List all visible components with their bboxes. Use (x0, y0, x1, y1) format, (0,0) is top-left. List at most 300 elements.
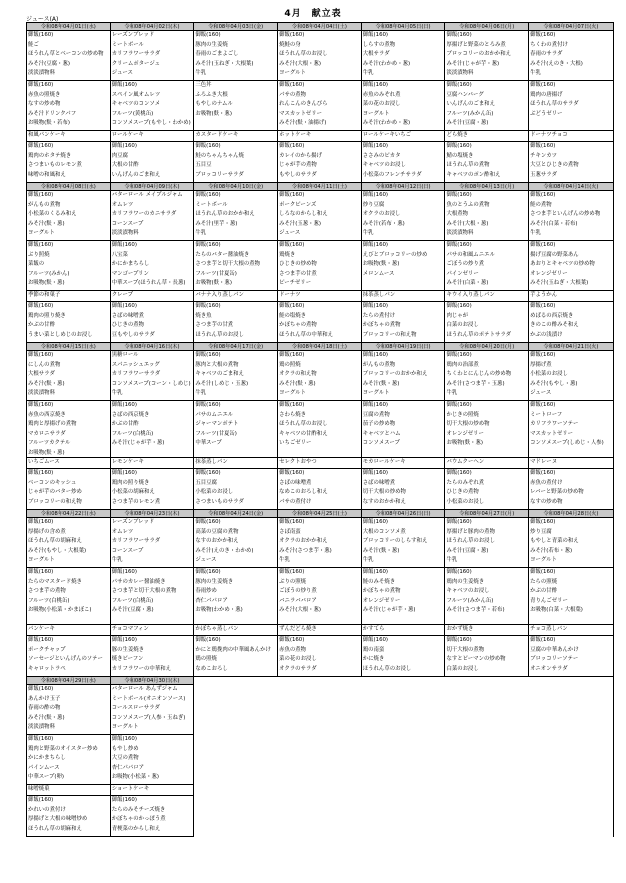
meal-row (27, 31, 613, 81)
date-header: 令和08年04月30日(木) (111, 677, 195, 685)
meal-cell (111, 625, 195, 636)
dish-line: 赤魚の煮付け (530, 479, 563, 486)
dish-line: みそ汁(しめじ・玉葱) (195, 380, 249, 387)
date-header: 令和08年04月17日(金) (194, 343, 278, 351)
dish-line: ほうれん草の煮物 (446, 162, 490, 168)
dish-line: かじきの照焼 (446, 411, 479, 418)
meal-row (27, 191, 613, 241)
meal-row (27, 685, 613, 735)
meal-cell (445, 636, 529, 677)
dish-line: ひじきの炒め物 (279, 261, 317, 267)
dish-line: 青りんごゼリー (530, 597, 568, 604)
meal-cell (529, 469, 613, 510)
meal-cell (362, 568, 446, 625)
dish-line: オレンジゼリー (530, 270, 568, 277)
dish-line: モカロールケーキ (362, 459, 406, 465)
dish-line: 御飯(160) (362, 352, 389, 358)
meal-cell (529, 31, 613, 81)
meal-cell (194, 302, 278, 343)
dish-line: さつま芋のレモン煮 (111, 498, 161, 505)
dish-line: 淡淡漬物料 (446, 230, 474, 236)
meal-cell (445, 469, 529, 510)
empty-cell (529, 685, 613, 735)
dish-line: レーズンブレッド (111, 519, 155, 525)
menu-table (26, 22, 614, 837)
empty-cell (529, 796, 613, 837)
dish-line: マドレーヌ (530, 459, 558, 465)
dish-line: さばの味噌煮 (111, 312, 145, 319)
meal-cell (278, 518, 362, 568)
dish-line: さつま芋と切干大根の煮物 (111, 588, 177, 594)
dish-line: 牛乳 (195, 70, 207, 76)
dish-line: キャベツのお浸し (446, 588, 490, 594)
dish-line: みそ汁(えのき・わかめ) (195, 547, 254, 554)
meal-cell (278, 351, 362, 401)
dish-line: みそ汁(玉ねぎ・大根葉) (195, 60, 254, 67)
dish-line: 牛乳 (446, 557, 458, 563)
dish-line: 鶏肉の唐揚げ (530, 91, 563, 98)
empty-cell (445, 677, 529, 685)
dish-line: なすのおかか和え (362, 498, 406, 505)
date-header: 令和08年04月13日(月) (445, 183, 529, 191)
dish-line: 御飯(160) (362, 192, 389, 198)
dish-line: 御飯(160) (28, 637, 54, 643)
meal-cell (27, 142, 111, 183)
dish-line: 赤魚の西京焼き (28, 411, 66, 418)
dish-line: 御飯(160) (530, 470, 556, 476)
meal-cell (111, 81, 195, 131)
dish-line: なすとピーマンの炒め物 (446, 656, 506, 662)
dish-line: 季節の和菓子 (28, 292, 61, 298)
meal-cell (27, 735, 111, 785)
empty-cell (194, 685, 278, 735)
empty-cell (529, 735, 613, 785)
dish-line: ロールケーキ (111, 132, 144, 138)
dish-line: 赤魚の照焼き (28, 91, 61, 98)
dish-line: オクラのお浸し (362, 211, 401, 217)
dish-line: 鮭のみそ焼き (362, 578, 396, 585)
dish-line: さつま芋の煮物 (28, 588, 66, 594)
dish-line: 御飯(160) (446, 569, 472, 575)
dish-line: 厚揚げと豚肉の煮物 (446, 528, 495, 535)
meal-cell (529, 241, 613, 291)
dish-line: じゃが芋のバター炒め (28, 489, 82, 495)
dish-line: パンケーキ (28, 626, 55, 632)
dish-line: 鶏肉の照り焼き (111, 479, 150, 486)
meal-cell (111, 735, 195, 785)
meal-cell (362, 31, 446, 81)
dish-line: 御飯(160) (446, 352, 472, 358)
dish-line: 芋ようかん (530, 292, 558, 298)
dish-line: ヨーグルト (362, 110, 390, 117)
meal-cell (445, 458, 529, 469)
dish-line: 鮭ご (28, 41, 39, 48)
dish-line: 春雨のサラダ (530, 51, 563, 57)
dish-line: なめこおろし (195, 665, 228, 672)
dish-line: ポークビーンズ (279, 201, 317, 208)
meal-cell (111, 142, 195, 183)
dish-line: いんげんのごま和え (446, 101, 495, 107)
dish-line: 肉豆腐 (111, 152, 128, 159)
empty-cell (445, 685, 529, 735)
page-title: 4月 献立表 (284, 9, 342, 19)
empty-cell (278, 796, 362, 837)
meal-cell (278, 302, 362, 343)
dish-line: キャベツとハム (362, 430, 401, 437)
dish-line: スペイン風オムレツ (111, 91, 161, 98)
dish-line: たらの煮付け (362, 312, 396, 319)
dish-line: 切干大根の煮物 (446, 646, 485, 653)
dish-line: 大根サラダ (28, 371, 55, 377)
dish-line: 御飯(160) (28, 242, 54, 248)
dish-line: ほうれん草のお浸し (279, 421, 328, 427)
meal-cell (362, 81, 446, 131)
dish-line: かぶの甘酢 (111, 421, 139, 427)
dish-line: 御飯(160) (111, 242, 137, 248)
date-header: 令和08年04月20日(月) (445, 343, 529, 351)
dish-line: みそ汁(麩・葱) (28, 380, 65, 387)
week-block (27, 677, 613, 837)
dish-line: オレンジゼリー (446, 430, 484, 437)
dish-line: 御飯(160) (195, 569, 221, 575)
dish-line: マスカットゼリー (279, 110, 322, 117)
dish-line: 御飯(160) (195, 32, 221, 38)
dish-line: たらのマスタード焼き (28, 578, 82, 585)
dish-line: マカロニサラダ (28, 430, 66, 437)
dish-line: みそ汁(豆腐・葱) (446, 547, 489, 554)
dish-line: レーズンブレッド (111, 32, 155, 38)
meal-cell (529, 81, 613, 131)
meal-cell (529, 625, 613, 636)
meal-cell (278, 636, 362, 677)
dish-line: 和風パンケーキ (28, 132, 66, 138)
dish-line: 鶏の照焼 (195, 656, 217, 662)
meal-cell (362, 469, 446, 510)
dish-line: 豚肉の生姜焼き (195, 578, 234, 585)
meal-cell (529, 142, 613, 183)
dish-line: ほうれん草の中華和え (279, 331, 333, 338)
dish-line: パサのカレー醤油焼き (111, 578, 166, 585)
dish-line: さつま芋の甘煮 (279, 270, 317, 277)
dish-line: 御飯(160) (195, 242, 221, 248)
dish-line: 小松菜のフレンチサラダ (362, 171, 422, 178)
dish-line: かぼちゃの煮物 (362, 588, 401, 594)
dish-line: コンソメスープ(もやし・わかめ) (111, 120, 191, 126)
dish-line: さば南蛮 (279, 528, 301, 535)
meal-row (27, 458, 613, 469)
dish-line: 鶏肉と野菜のオイスター炒め (28, 745, 98, 752)
dish-line: 大根煮物 (446, 211, 469, 217)
dish-line: 御飯(160) (195, 637, 221, 643)
date-header: 令和08年04月26日(日) (362, 510, 446, 518)
dish-line: 御飯(160) (530, 192, 556, 198)
meal-cell (362, 636, 446, 677)
dish-line: コンソメスープ(人参・玉ねぎ) (111, 714, 186, 721)
dish-line: 牛乳 (279, 557, 290, 563)
date-header: 令和08年04月19日(日) (362, 343, 446, 351)
meal-cell (111, 785, 195, 796)
dish-line: 炒り豆腐 (530, 528, 552, 535)
empty-cell (194, 796, 278, 837)
dish-line: 御飯(160) (28, 519, 54, 525)
dish-line: ふろふき大根 (195, 91, 228, 98)
dish-line: お吸物(白菜・大根葉) (530, 607, 583, 613)
dish-line: かぶの甘酢 (530, 588, 558, 594)
dish-line: かぼちゃのかっぽう煮 (111, 816, 166, 822)
dish-line: かにかまちらし (28, 755, 66, 761)
meal-row (27, 469, 613, 510)
dish-line: ミートボール(オニオンソース) (111, 695, 186, 702)
dish-line: 小松菜のお浸し (195, 489, 234, 495)
meal-cell (529, 351, 613, 401)
meal-cell (194, 351, 278, 401)
meal-cell (529, 636, 613, 677)
meal-cell (362, 351, 446, 401)
dish-line: ヨーグルト (279, 70, 306, 76)
dish-line: 御飯(160) (446, 143, 472, 149)
meal-row (27, 302, 613, 343)
meal-cell (111, 401, 195, 458)
dish-line: フルーツ(白桃缶) (111, 430, 154, 437)
dish-line: 御飯(160) (195, 192, 221, 198)
dish-line: 厚揚げと野菜のとろみ煮 (446, 41, 506, 48)
dish-line: みそ汁(大根・葱) (279, 60, 322, 67)
empty-cell (194, 677, 278, 685)
meal-cell (529, 568, 613, 625)
dish-line: 高菜の豆腐の煮物 (195, 528, 239, 535)
dish-line: バターロール あんずジャム (111, 686, 178, 692)
dish-line: 大根のコンソメ煮 (362, 528, 406, 535)
date-header: 令和08年04月18日(土) (278, 343, 362, 351)
dish-line: スパニッシュエッグ (111, 361, 160, 368)
meal-cell (445, 401, 529, 458)
dish-line: 青梗菜のからし和え (111, 825, 161, 832)
dish-line: 御飯(160) (279, 303, 305, 309)
meal-cell (278, 568, 362, 625)
date-header: 令和08年04月27日(月) (445, 510, 529, 518)
dish-line: オムレツ (111, 528, 134, 535)
meal-cell (194, 401, 278, 458)
meal-cell (194, 142, 278, 183)
dish-line: 御飯(160) (362, 143, 389, 149)
dish-line: もやし炒め (111, 745, 139, 752)
dish-line: お吸物(麩・葱) (362, 261, 400, 267)
dish-line: たらの照焼 (530, 578, 558, 585)
meal-cell (27, 785, 111, 796)
dish-line: 御飯(160) (195, 470, 221, 476)
dish-line: 御飯(160) (362, 303, 389, 309)
dish-line: 鮭の塩焼き (279, 312, 307, 319)
dish-line: 御飯(160) (195, 352, 221, 358)
dish-line: 御飯(160) (111, 82, 137, 88)
dish-line: フルーツ(黄桃缶) (111, 110, 154, 117)
dish-line: 牛乳 (362, 557, 374, 563)
dish-line: パインゼリー (446, 270, 479, 277)
meal-cell (362, 191, 446, 241)
dish-line: 菜の花のお浸し (279, 656, 317, 662)
dish-line: さつまいものレモン煮 (28, 162, 82, 168)
dish-line: 御飯(160) (28, 470, 54, 476)
date-header: 令和08年04月05日(日) (362, 23, 446, 31)
dish-line: 切干大根の炒め物 (362, 489, 406, 495)
dish-line: ほうれん草のおかか和え (195, 211, 255, 217)
meal-cell (111, 469, 195, 510)
dish-line: みそ汁(わかめ・葱) (362, 60, 411, 67)
dish-line: 春雨炒め (195, 588, 217, 594)
dish-line: バウムクーヘン (446, 459, 485, 465)
dish-line: 五目豆 (195, 162, 212, 168)
dish-line: ヨーグルト (111, 724, 139, 730)
meal-row (27, 142, 613, 183)
dish-line: 御飯(160) (446, 192, 472, 198)
dish-line: 御飯(160) (28, 569, 54, 575)
dish-line: パサのムニエル (195, 411, 234, 418)
dish-line: コールスローサラダ (111, 705, 160, 711)
dish-line: ホットケーキ (279, 132, 312, 138)
meal-row (27, 785, 613, 796)
dish-line: ソーセージといんげんのソテー (28, 656, 103, 662)
date-header: 令和08年04月03日(金) (194, 23, 278, 31)
meal-cell (27, 568, 111, 625)
dish-line: 鶏肉の生姜焼き (446, 578, 485, 585)
dish-line: 大根サラダ (362, 51, 390, 57)
dish-line: かぶの浅漬け (530, 331, 563, 338)
dish-line: 御飯(160) (28, 303, 54, 309)
meal-cell (27, 625, 111, 636)
dish-line: みそ汁(もやし・葱) (530, 380, 578, 387)
dish-line: みそ汁(じゃが芋・葱) (446, 60, 500, 67)
dish-line: ブロッコリーのしらす和え (362, 538, 428, 544)
dish-line: 御飯(160) (446, 32, 472, 38)
meal-cell (194, 458, 278, 469)
dish-line: 御飯(160) (362, 32, 389, 38)
dish-line: 御飯(160) (111, 402, 137, 408)
dish-line: みそ汁(大根・葱) (279, 607, 322, 613)
dish-line: 鶏肉の照り焼き (28, 312, 66, 319)
date-header: 令和08年04月04日(土) (278, 23, 362, 31)
dish-line: ちくわとにんじんの炒め物 (446, 371, 512, 377)
dish-line: 菜飯の (28, 261, 45, 267)
dish-line: みそ汁(玉葱・葱) (279, 220, 322, 227)
dish-line: めばるの西京焼き (530, 312, 574, 319)
meal-row (27, 291, 613, 302)
dish-line: カリフラワーソテー (530, 421, 579, 427)
meal-cell (529, 291, 613, 302)
dish-line: 白菜のお浸し (446, 322, 479, 328)
dish-line: たらのバター醤油焼き (195, 251, 250, 258)
meal-row (27, 401, 613, 458)
dish-line: 厚揚げと大根の味噌炒め (28, 816, 88, 822)
week-block (27, 510, 613, 677)
dish-line: オクラの和え物 (279, 371, 317, 377)
dish-line: みそ汁(もやし・大根葉) (28, 547, 87, 554)
empty-cell (445, 796, 529, 837)
meal-cell (27, 191, 111, 241)
dish-line: 御飯(160) (28, 797, 54, 803)
meal-cell (278, 142, 362, 183)
meal-row (27, 241, 613, 291)
meal-cell (111, 241, 195, 291)
dish-line: カリフラワーの中華和え (111, 665, 171, 672)
meal-cell (27, 241, 111, 291)
dish-line: 御飯(160) (195, 519, 221, 525)
dish-line: 淡淡漬物料 (28, 724, 55, 730)
dish-line: チキンカツ (530, 152, 558, 159)
dish-line: もやしと青菜の和え (530, 538, 579, 544)
dish-line: 豆腐の中華あんかけ (530, 646, 579, 653)
meal-cell (278, 291, 362, 302)
meal-cell (278, 625, 362, 636)
dish-line: 御飯(160) (530, 637, 556, 643)
meal-cell (27, 469, 111, 510)
dish-line: にしんの煮物 (28, 361, 61, 368)
dish-line: ブロッコリーサラダ (195, 171, 244, 178)
dish-line: 御飯(160) (279, 143, 305, 149)
meal-cell (362, 401, 446, 458)
date-header: 令和08年04月09日(木) (111, 183, 195, 191)
dish-line: 大根の甘酢 (111, 162, 139, 168)
dish-line: みそ汁(若布・葱) (530, 547, 573, 554)
dish-line: フルーツ(みかん缶) (446, 597, 494, 604)
meal-cell (445, 241, 529, 291)
dish-line: ジュース (279, 230, 301, 236)
dish-line: クレープ (111, 292, 133, 298)
dish-line: キャベツのポン酢和え (446, 171, 501, 178)
dish-line: コーンスープ (111, 547, 144, 554)
dish-line: みそ汁(さつま芋・若布) (446, 607, 505, 613)
dish-line: カレイのから揚げ (279, 152, 322, 159)
dish-line: みそ汁(豆腐・葱) (28, 60, 70, 67)
date-header: 令和08年04月24日(金) (194, 510, 278, 518)
dish-line: クリームポタージュ (111, 60, 160, 67)
dish-line: なすの炒め物 (530, 498, 563, 505)
meal-row (27, 735, 613, 785)
meal-cell (529, 518, 613, 568)
meal-cell (111, 458, 195, 469)
meal-cell (194, 191, 278, 241)
dish-line: 御飯(160) (362, 637, 389, 643)
dish-line: 大豆の煮物 (111, 755, 139, 761)
dish-line: 大豆とひじきの煮物 (530, 162, 579, 168)
dish-line: かぼちゃ蒸しパン (195, 626, 239, 632)
dish-line: ぶりの照焼 (279, 578, 307, 585)
dish-line: 御飯(160) (195, 303, 221, 309)
dish-line: 御飯(160) (279, 637, 305, 643)
dish-line: 御飯(160) (28, 192, 54, 198)
week-block (27, 343, 613, 510)
dish-line: マンゴープリン (111, 270, 149, 277)
dish-line: ミートローフ (530, 411, 563, 418)
dish-line: しらすの煮物 (362, 41, 396, 48)
meal-cell (362, 302, 446, 343)
meal-cell (194, 625, 278, 636)
dish-line: 御飯(160) (279, 32, 305, 38)
dish-line: お吸物(麩・葱) (195, 110, 232, 117)
week-block (27, 183, 613, 343)
dish-line: 御飯(160) (28, 402, 54, 408)
dish-line: お吸物(麩・葱) (28, 280, 65, 286)
dish-line: 御飯(160) (279, 82, 305, 88)
dish-line: ごぼうの炒り煮 (279, 588, 317, 594)
meal-row (27, 625, 613, 636)
dish-line: チョコ蒸しパン (530, 626, 568, 632)
meal-cell (194, 568, 278, 625)
dish-line: カリフラワーサラダ (111, 51, 161, 57)
dish-line: ドーナツ (279, 292, 301, 298)
empty-cell (278, 785, 362, 796)
empty-cell (529, 785, 613, 796)
dish-line: 御飯(160) (530, 242, 556, 248)
